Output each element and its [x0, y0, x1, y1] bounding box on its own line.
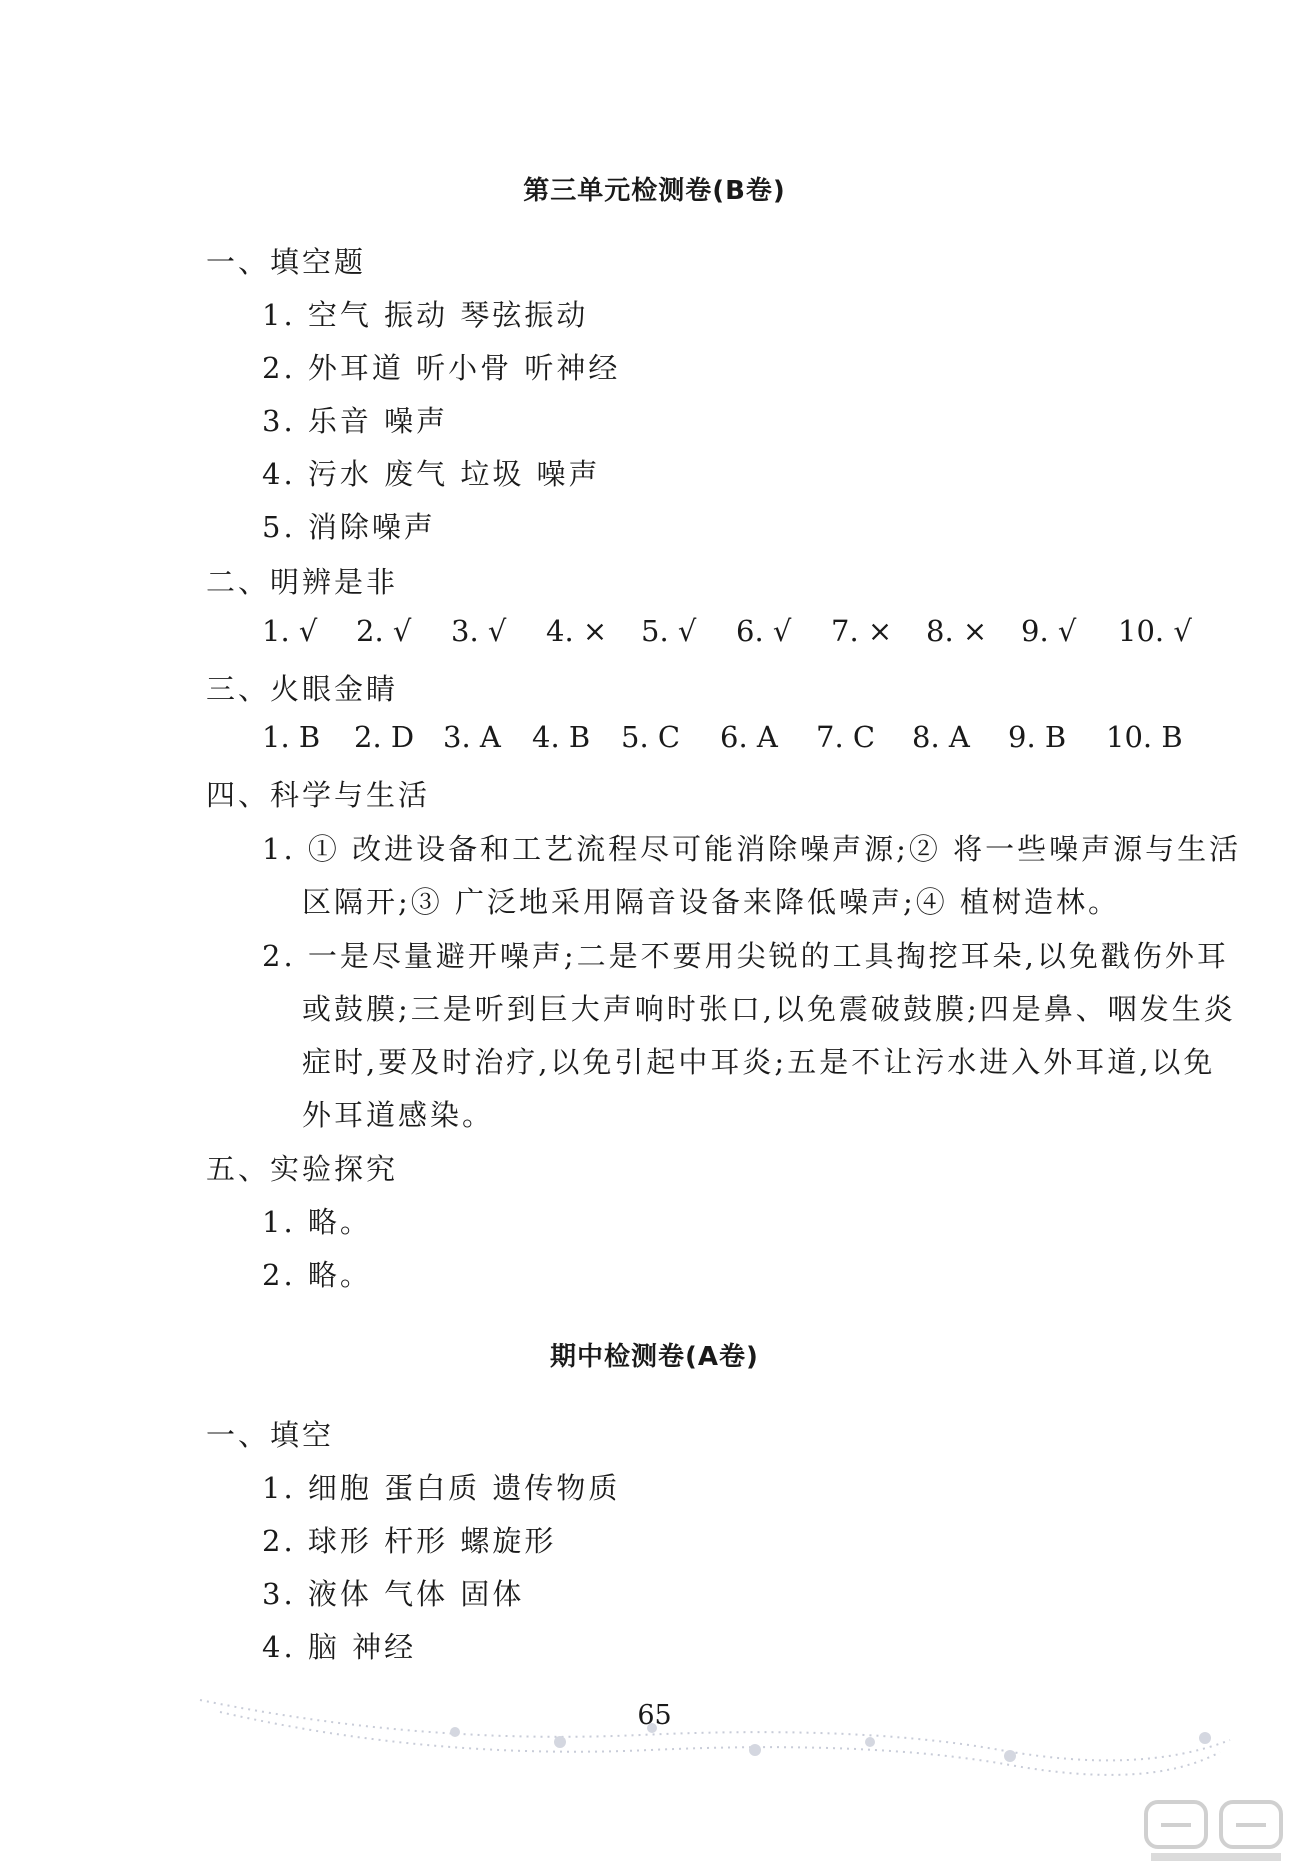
heading-experiment: 五、实验探究: [206, 1152, 399, 1186]
answer-line: 3. 乐音 噪声: [262, 404, 449, 438]
answer-line: 1. 略。: [262, 1205, 372, 1239]
answer-paragraph-line: 症时,要及时治疗,以免引起中耳炎;五是不让污水进入外耳道,以免: [302, 1045, 1216, 1079]
answer-paragraph-line: 2. 一是尽量避开噪声;二是不要用尖锐的工具掏挖耳朵,以免戳伤外耳: [262, 939, 1229, 973]
choice-answer: 3. A: [443, 720, 501, 754]
heading-science-life: 四、科学与生活: [206, 778, 431, 812]
section-title-midterm-a: 期中检测卷(A卷): [550, 1342, 759, 1372]
heading-fill-blank: 一、填空题: [206, 245, 367, 279]
true-false-answer: 3. √: [451, 614, 507, 648]
answer-line: 1. 细胞 蛋白质 遗传物质: [262, 1471, 621, 1505]
choice-answer: 7. C: [816, 720, 876, 754]
choice-answer: 10. B: [1106, 720, 1183, 754]
answer-paragraph-line: 外耳道感染。: [302, 1098, 495, 1132]
true-false-answer: 4. ×: [546, 614, 608, 648]
answer-line: 2. 外耳道 听小骨 听神经: [262, 351, 621, 385]
true-false-answer: 7. ×: [831, 614, 893, 648]
true-false-answer: 8. ×: [926, 614, 988, 648]
answer-line: 4. 脑 神经: [262, 1630, 417, 1664]
answer-paragraph-line: 区隔开;③ 广泛地采用隔音设备来降低噪声;④ 植树造林。: [302, 885, 1120, 919]
heading-fill-blank: 一、填空: [206, 1418, 335, 1452]
true-false-answer: 5. √: [641, 614, 697, 648]
answer-line: 4. 污水 废气 垃圾 噪声: [262, 457, 601, 491]
choice-answer: 6. A: [720, 720, 778, 754]
choice-answer: 8. A: [912, 720, 970, 754]
choice-answer: 9. B: [1008, 720, 1067, 754]
answer-line: 5. 消除噪声: [262, 510, 436, 544]
true-false-answer: 2. √: [356, 614, 412, 648]
page-number: 65: [637, 1700, 672, 1731]
true-false-answer: 1. √: [262, 614, 318, 648]
answer-paragraph-line: 或鼓膜;三是听到巨大声响时张口,以免震破鼓膜;四是鼻、咽发生炎: [302, 992, 1236, 1026]
choice-answer: 4. B: [532, 720, 591, 754]
answer-line: 1. 空气 振动 琴弦振动: [262, 298, 589, 332]
answer-line: 3. 液体 气体 固体: [262, 1577, 525, 1611]
choice-answer: 2. D: [354, 720, 415, 754]
answer-paragraph-line: 1. ① 改进设备和工艺流程尽可能消除噪声源;② 将一些噪声源与生活: [262, 832, 1242, 866]
answer-line: 2. 球形 杆形 螺旋形: [262, 1524, 557, 1558]
section-title-unit3-b: 第三单元检测卷(B卷): [523, 176, 786, 206]
true-false-answer: 6. √: [736, 614, 792, 648]
choice-answer: 5. C: [621, 720, 681, 754]
heading-true-false: 二、明辨是非: [206, 565, 399, 599]
true-false-answer: 10. √: [1118, 614, 1192, 648]
watermark-logo-icon: [1141, 1797, 1291, 1867]
answer-line: 2. 略。: [262, 1258, 372, 1292]
heading-multiple-choice: 三、火眼金睛: [206, 672, 399, 706]
true-false-answer: 9. √: [1021, 614, 1077, 648]
choice-answer: 1. B: [262, 720, 321, 754]
